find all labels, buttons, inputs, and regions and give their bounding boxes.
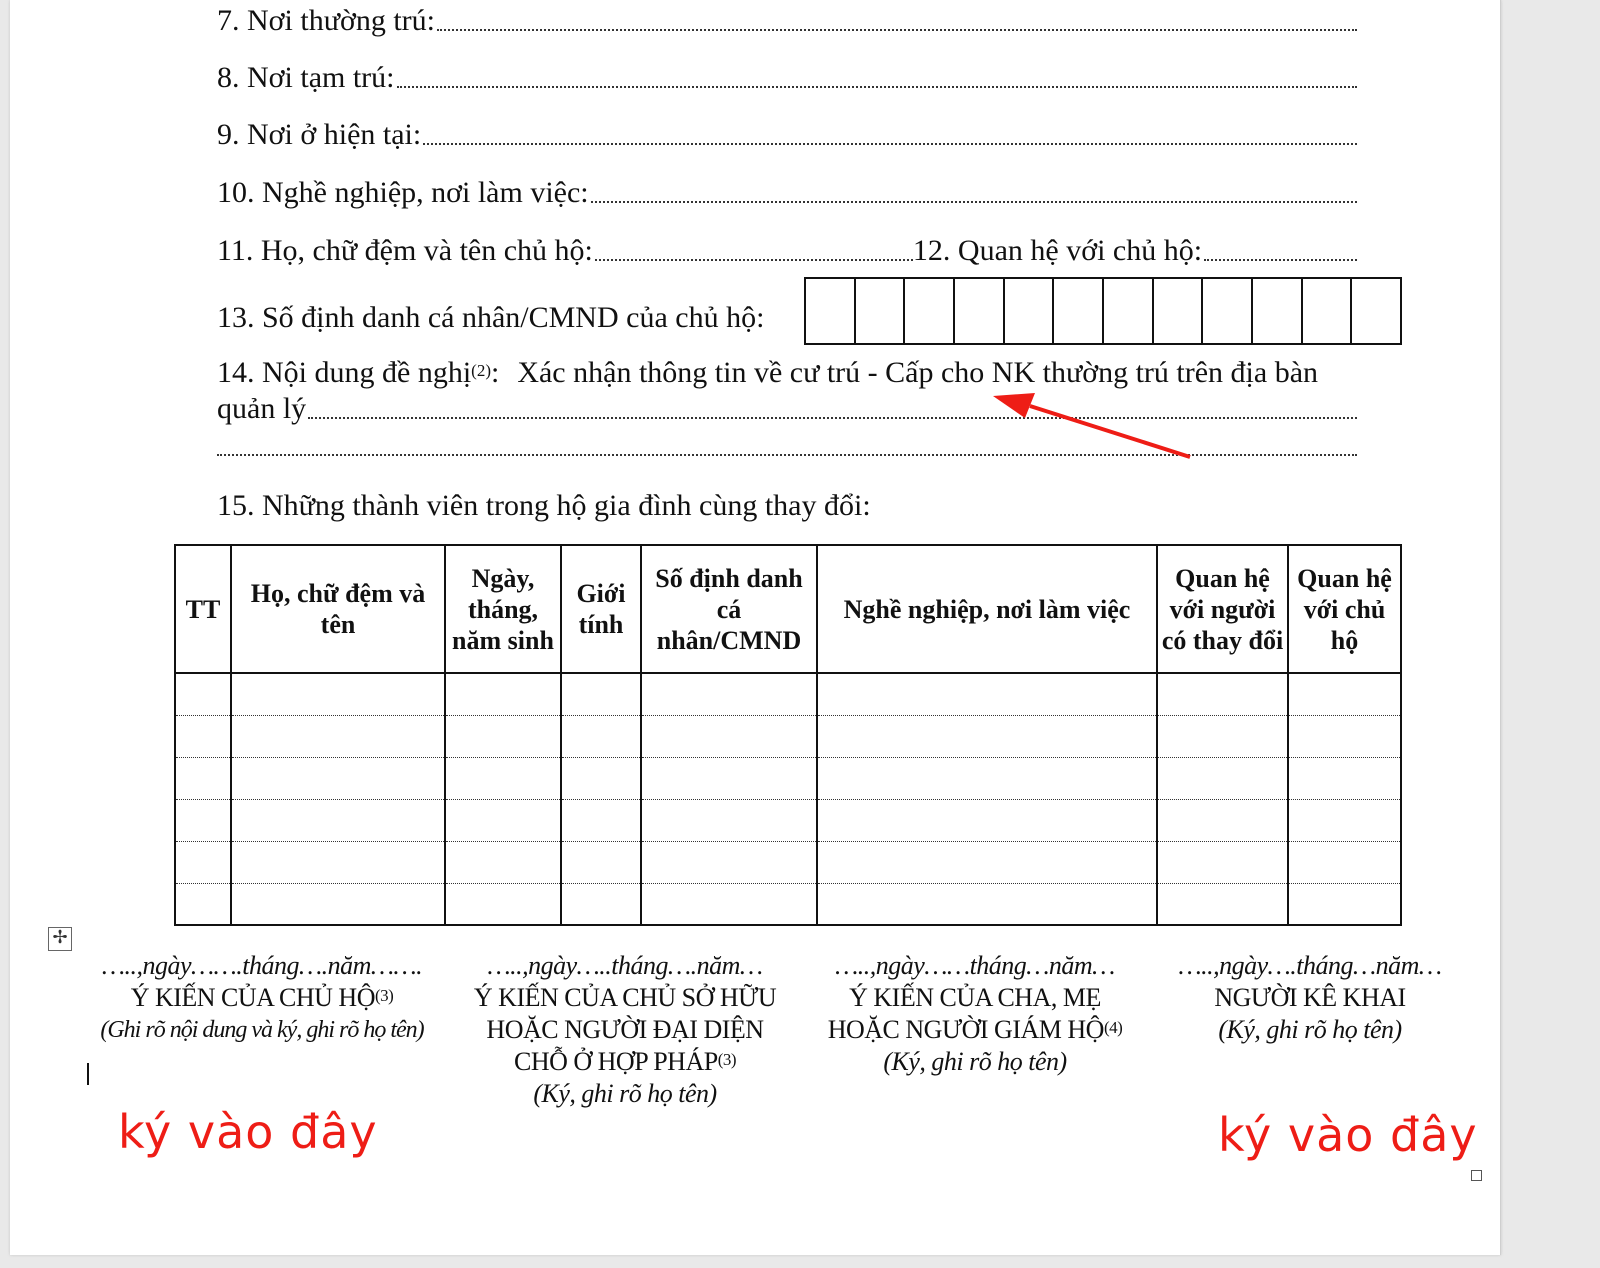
table-cell[interactable] [1157, 884, 1288, 926]
table-cell[interactable] [1288, 800, 1401, 842]
table-row [175, 800, 1401, 842]
id-number-boxes[interactable] [804, 277, 1402, 345]
col-header-name: Họ, chữ đệm và tên [231, 545, 445, 673]
table-cell[interactable] [231, 884, 445, 926]
table-cell[interactable] [231, 716, 445, 758]
signature-title-line3: CHỖ Ở HỢP PHÁP [513, 1047, 718, 1076]
id-digit-box[interactable] [1054, 279, 1104, 343]
signature-block-household-head [82, 950, 442, 1046]
table-cell[interactable] [445, 842, 561, 884]
signature-title-line1: Ý KIẾN CỦA CHA, MẸ [849, 983, 1101, 1012]
resize-handle-icon[interactable] [1471, 1170, 1482, 1181]
table-cell[interactable] [561, 842, 641, 884]
table-cell[interactable] [641, 842, 817, 884]
table-row [175, 758, 1401, 800]
table-row [175, 842, 1401, 884]
table-cell[interactable] [817, 800, 1157, 842]
signature-title-line2: HOẶC NGƯỜI GIÁM HỘ [827, 1015, 1104, 1044]
table-cell[interactable] [641, 800, 817, 842]
table-cell[interactable] [445, 716, 561, 758]
table-cell[interactable] [175, 800, 231, 842]
field-11-12-line[interactable] [217, 228, 1357, 268]
table-cell[interactable] [641, 758, 817, 800]
table-cell[interactable] [231, 673, 445, 716]
table-cell[interactable] [1288, 716, 1401, 758]
field-14-line[interactable] [217, 350, 1357, 390]
table-cell[interactable] [445, 800, 561, 842]
field-15-line [217, 483, 1357, 523]
field-14-value[interactable]: Xác nhận thông tin về cư trú - Cấp cho NK thường trú trên địa bàn [517, 356, 1319, 389]
col-header-id: Số định danh cá nhân/CMND [641, 545, 817, 673]
col-header-relation-head: Quan hệ với chủ hộ [1288, 545, 1401, 673]
table-cell[interactable] [445, 758, 561, 800]
table-header-row [175, 545, 1401, 673]
table-row [175, 673, 1401, 716]
table-cell[interactable] [561, 673, 641, 716]
footnote-ref: (2) [471, 361, 491, 380]
table-cell[interactable] [175, 716, 231, 758]
table-cell[interactable] [561, 800, 641, 842]
table-cell[interactable] [231, 842, 445, 884]
table-cell[interactable] [817, 758, 1157, 800]
signature-block-owner [455, 950, 795, 1110]
table-cell[interactable] [641, 673, 817, 716]
table-cell[interactable] [175, 842, 231, 884]
signature-instruction: (Ký, ghi rõ họ tên) [1218, 1015, 1402, 1044]
signature-title-line1: Ý KIẾN CỦA CHỦ SỞ HỮU [473, 983, 777, 1012]
signature-instruction: (Ghi rõ nội dung và ký, ghi rõ họ tên) [100, 1017, 424, 1043]
table-row [175, 884, 1401, 926]
dotted-fill [217, 452, 1357, 456]
signature-block-parent [805, 950, 1145, 1078]
table-cell[interactable] [817, 716, 1157, 758]
field-8-line[interactable] [217, 55, 1357, 95]
signature-instruction: (Ký, ghi rõ họ tên) [533, 1079, 717, 1108]
table-cell[interactable] [561, 884, 641, 926]
id-digit-box[interactable] [856, 279, 906, 343]
field-14-cont-line[interactable] [217, 386, 1357, 426]
id-digit-box[interactable] [1005, 279, 1055, 343]
table-cell[interactable] [561, 716, 641, 758]
text-cursor [87, 1063, 89, 1085]
id-digit-box[interactable] [1203, 279, 1253, 343]
col-header-occupation: Nghề nghiệp, nơi làm việc [817, 545, 1157, 673]
footnote-ref: (3) [374, 986, 394, 1005]
field-14-cont: quản lý [217, 392, 307, 425]
col-header-relation-changer: Quan hệ với người có thay đổi [1157, 545, 1288, 673]
members-table [174, 544, 1402, 926]
field-8-label: 8. Nơi tạm trú: [217, 61, 395, 94]
table-cell[interactable] [1288, 884, 1401, 926]
id-digit-box[interactable] [1104, 279, 1154, 343]
id-digit-box[interactable] [1303, 279, 1353, 343]
col-header-dob: Ngày, tháng, năm sinh [445, 545, 561, 673]
field-7-label: 7. Nơi thường trú: [217, 4, 435, 37]
sign-here-annotation-right: ký vào đây [1218, 1108, 1478, 1162]
signature-date: …..,ngày….tháng…năm… [1178, 951, 1442, 980]
signature-title: NGƯỜI KÊ KHAI [1214, 983, 1406, 1012]
table-cell[interactable] [1288, 673, 1401, 716]
signature-title-line2: HOẶC NGƯỜI ĐẠI DIỆN [486, 1015, 764, 1044]
table-cell[interactable] [1157, 758, 1288, 800]
signature-instruction: (Ký, ghi rõ họ tên) [883, 1047, 1067, 1076]
field-15-label: 15. Những thành viên trong hộ gia đình cùng thay đổi: [217, 489, 871, 522]
table-cell[interactable] [1288, 758, 1401, 800]
field-7-line[interactable] [217, 0, 1357, 38]
col-header-gender: Giới tính [561, 545, 641, 673]
field-10-line[interactable] [217, 170, 1357, 210]
table-cell[interactable] [231, 758, 445, 800]
field-13-label: 13. Số định danh cá nhân/CMND của chủ hộ: [217, 301, 765, 334]
table-cell[interactable] [1157, 842, 1288, 884]
table-cell[interactable] [817, 673, 1157, 716]
id-digit-box[interactable] [806, 279, 856, 343]
table-cell[interactable] [231, 800, 445, 842]
table-cell[interactable] [1157, 800, 1288, 842]
signature-block-declarant [1150, 950, 1470, 1046]
id-digit-box[interactable] [955, 279, 1005, 343]
col-header-tt: TT [175, 545, 231, 673]
table-cell[interactable] [641, 716, 817, 758]
dotted-fill [1204, 257, 1357, 261]
table-cell[interactable] [175, 884, 231, 926]
dotted-fill [397, 84, 1357, 88]
footnote-ref: (4) [1103, 1018, 1123, 1037]
move-handle-icon[interactable]: ✢ [48, 927, 72, 951]
id-digit-box[interactable] [1154, 279, 1204, 343]
signature-date: …..,ngày…….tháng….năm……. [101, 951, 423, 980]
field-11-label: 11. Họ, chữ đệm và tên chủ hộ: [217, 234, 593, 267]
signature-title: Ý KIẾN CỦA CHỦ HỘ [130, 983, 375, 1012]
dotted-fill [423, 141, 1357, 145]
table-cell[interactable] [817, 884, 1157, 926]
dotted-fill [591, 199, 1357, 203]
field-14-blank-line[interactable] [217, 423, 1357, 463]
dotted-fill [595, 257, 913, 261]
table-cell[interactable] [1157, 673, 1288, 716]
dotted-fill [308, 415, 1357, 419]
table-cell[interactable] [445, 884, 561, 926]
field-12-label: 12. Quan hệ với chủ hộ: [912, 234, 1203, 267]
field-9-line[interactable] [217, 112, 1357, 152]
id-digit-box[interactable] [905, 279, 955, 343]
table-cell[interactable] [641, 884, 817, 926]
dotted-fill [437, 27, 1357, 31]
table-cell[interactable] [1157, 716, 1288, 758]
field-10-label: 10. Nghề nghiệp, nơi làm việc: [217, 176, 589, 209]
table-cell[interactable] [561, 758, 641, 800]
field-14-label: 14. Nội dung đề nghị [217, 356, 472, 389]
sign-here-annotation-left: ký vào đây [118, 1105, 378, 1159]
table-cell[interactable] [175, 673, 231, 716]
table-cell[interactable] [445, 673, 561, 716]
field-14-colon: : [490, 356, 500, 389]
field-9-label: 9. Nơi ở hiện tại: [217, 118, 422, 151]
signature-date: …..,ngày…..tháng….năm… [487, 951, 763, 980]
table-row [175, 716, 1401, 758]
table-cell[interactable] [1288, 842, 1401, 884]
table-cell[interactable] [175, 758, 231, 800]
signature-date: …..,ngày……tháng…năm… [835, 951, 1115, 980]
id-digit-box[interactable] [1253, 279, 1303, 343]
id-digit-box[interactable] [1352, 279, 1400, 343]
table-cell[interactable] [817, 842, 1157, 884]
footnote-ref: (3) [717, 1050, 737, 1069]
